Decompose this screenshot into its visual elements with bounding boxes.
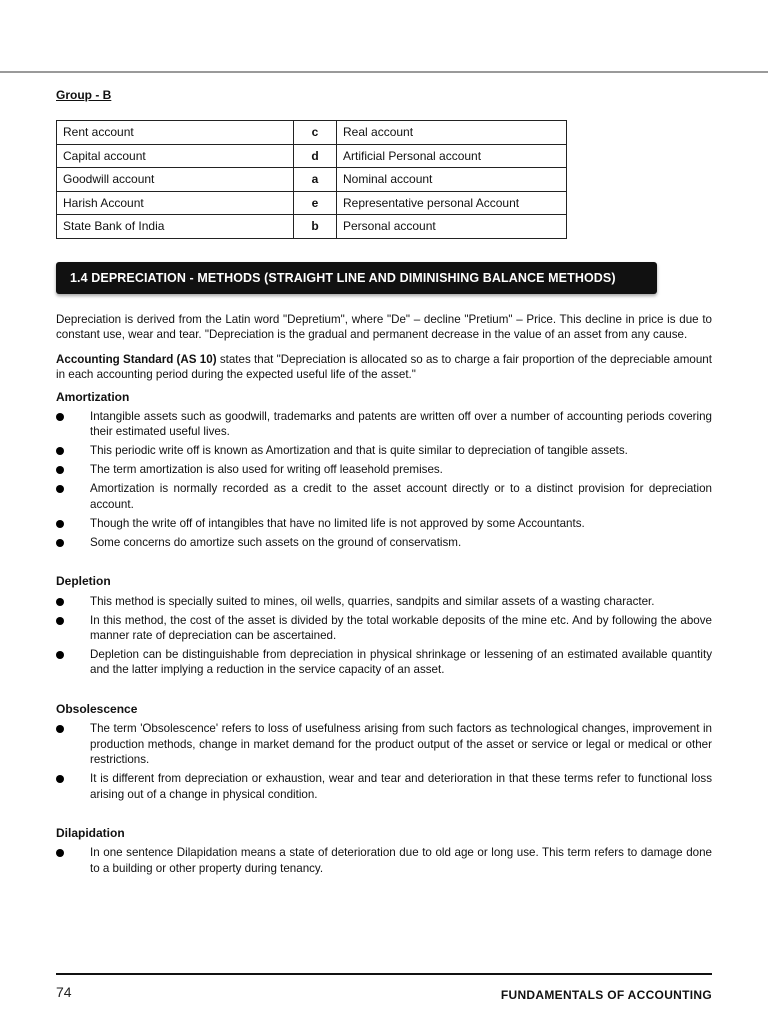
bullet-icon: [56, 725, 64, 733]
section-heading: Obsolescence: [56, 701, 138, 716]
bullet-icon: [56, 539, 64, 547]
bullet-list: [56, 721, 712, 802]
list-item-text: This method is specially suited to mines, oil wells, quarries, sandpits and similar assets of a wasting character.: [90, 594, 655, 608]
table-cell-type: Real account: [337, 121, 567, 145]
list-item: [56, 771, 712, 802]
table-cell-type: Artificial Personal account: [337, 144, 567, 168]
table-cell-account: Goodwill account: [57, 168, 294, 192]
table-cell-letter: d: [294, 144, 337, 168]
table-cell-letter: c: [294, 121, 337, 145]
section-heading: Depletion: [56, 574, 111, 589]
list-item: [56, 409, 712, 440]
table-row: [57, 215, 567, 239]
list-item: [56, 535, 712, 550]
list-item-text: The term 'Obsolescence' refers to loss of usefulness arising from such factors as technological changes, improvement in production methods, change in market demand for the product output of the asset or service or legal or medical or other restrictions.: [90, 722, 712, 767]
sections-container: [56, 390, 712, 877]
list-item-text: In this method, the cost of the asset is divided by the total workable deposits of the mine etc. And by following the above manner rate of depreciation can be ascertained.: [90, 613, 712, 643]
page-number: 74: [56, 984, 72, 1000]
header-rule: [0, 71, 768, 73]
bullet-icon: [56, 466, 64, 474]
bullet-icon: [56, 598, 64, 606]
bullet-icon: [56, 520, 64, 528]
section-dilapidation: [56, 826, 712, 876]
bullet-icon: [56, 413, 64, 421]
as10-text: states that "Depreciation is allocated so as to charge a fair proportion of the depreciable amount in each accounting period during the expected useful life of the asset.": [56, 352, 712, 382]
section-obsolescence: [56, 702, 712, 802]
list-item: [56, 481, 712, 512]
table-cell-account: Capital account: [57, 144, 294, 168]
group-table: [56, 120, 567, 239]
content-body: [56, 312, 712, 900]
table-cell-type: Representative personal Account: [337, 191, 567, 215]
list-item: [56, 647, 712, 678]
table-cell-account: State Bank of India: [57, 215, 294, 239]
section-heading: Amortization: [56, 389, 130, 404]
bullet-icon: [56, 775, 64, 783]
list-item: [56, 462, 712, 477]
as10-paragraph: [56, 352, 712, 383]
table-cell-letter: b: [294, 215, 337, 239]
list-item: [56, 516, 712, 531]
table-cell-letter: a: [294, 168, 337, 192]
bullet-icon: [56, 485, 64, 493]
table-row: [57, 121, 567, 145]
bullet-icon: [56, 617, 64, 625]
table-cell-account: Harish Account: [57, 191, 294, 215]
bullet-icon: [56, 651, 64, 659]
group-heading: Group - B: [56, 88, 112, 102]
section-depletion: [56, 574, 712, 678]
table-cell-account: Rent account: [57, 121, 294, 145]
table-cell-type: Personal account: [337, 215, 567, 239]
list-item-text: Intangible assets such as goodwill, trademarks and patents are written off over a number of accounting periods covering their estimated useful lives.: [90, 410, 712, 439]
list-item: [56, 594, 712, 609]
table-row: [57, 168, 567, 192]
list-item-text: In one sentence Dilapidation means a state of deterioration due to old age or long use. This term refers to damage done to a building or other property during tenancy.: [90, 846, 712, 875]
bullet-icon: [56, 447, 64, 455]
list-item: [56, 613, 712, 644]
table-row: [57, 191, 567, 215]
footer-title: FUNDAMENTALS OF ACCOUNTING: [500, 988, 712, 1002]
bullet-list: [56, 409, 712, 550]
list-item-text: It is different from depreciation or exhaustion, wear and tear and deterioration in that these terms refer to functional loss arising out of a change in physical condition.: [90, 772, 712, 801]
table-cell-letter: e: [294, 191, 337, 215]
list-item-text: Though the write off of intangibles that have no limited life is not approved by some Accountants.: [90, 516, 585, 530]
intro-paragraph: Depreciation is derived from the Latin word "Depretium", where "De" – decline "Pretium" – Price. This decline in price is due to constant use, wear and tear. "Depreciation is the gradual and permanent decrease in the value of an asset from any cause.: [56, 313, 712, 342]
list-item: [56, 443, 712, 458]
list-item-text: Some concerns do amortize such assets on the ground of conservatism.: [90, 535, 462, 549]
bullet-icon: [56, 849, 64, 857]
list-item: [56, 721, 712, 767]
as10-label: Accounting Standard (AS 10): [56, 352, 217, 366]
section-heading: Dilapidation: [56, 825, 125, 840]
list-item-text: Depletion can be distinguishable from depreciation in physical shrinkage or lessening of an estimated available quantity and the latter implying a reduction in the service capacity of an asset.: [90, 648, 712, 677]
section-amortization: [56, 390, 712, 551]
footer-rule: [56, 973, 712, 975]
section-title-bar: 1.4 DEPRECIATION - METHODS (STRAIGHT LINE AND DIMINISHING BALANCE METHODS): [56, 262, 657, 294]
list-item: [56, 845, 712, 876]
list-item-text: The term amortization is also used for writing off leasehold premises.: [90, 463, 443, 477]
bullet-list: [56, 845, 712, 876]
list-item-text: Amortization is normally recorded as a credit to the asset account directly or to a distinct provision for depreciation account.: [90, 482, 712, 511]
bullet-list: [56, 594, 712, 678]
table-cell-type: Nominal account: [337, 168, 567, 192]
list-item-text: This periodic write off is known as Amortization and that is quite similar to depreciation of tangible assets.: [90, 444, 628, 458]
table-row: [57, 144, 567, 168]
